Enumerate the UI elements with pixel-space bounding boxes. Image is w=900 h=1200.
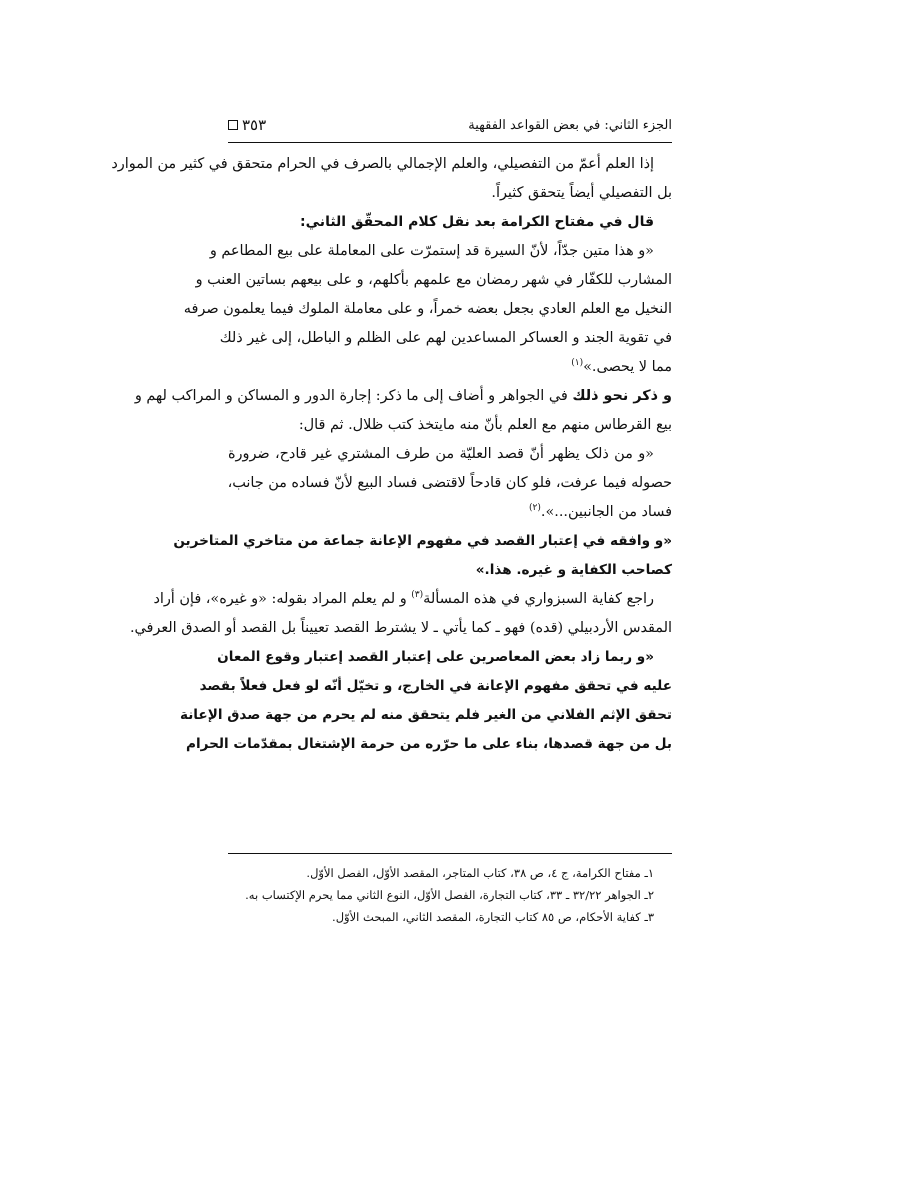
section-heading: قال في مفتاح الكرامة بعد نقل كلام المحقّق الثاني: <box>300 214 654 230</box>
quote-line: «و من ذلک يظهر أنّ قصد العليّة من طرف المشتري غير قادح، ضرورة <box>228 446 654 462</box>
text-span: راجع كفاية السبزواري في هذه المسألة <box>423 591 654 607</box>
header-page-number <box>228 116 266 134</box>
quote-line: حصوله فيما عرفت، فلو كان قادحاً لاقتضى فساد البيع لأنّ فساده من جانب، <box>227 475 672 491</box>
bold-quote-line: تحقق الإثم الفلاني من الغير فلم يتحقق منه لم يحرم من جهة صدق الإعانة <box>179 707 672 723</box>
quote-end-text: فساد من الجانبين...». <box>540 504 672 520</box>
page-number: ٣٥٣ <box>242 116 267 134</box>
header-title: الجزء الثاني: في بعض القواعد الفقهية <box>468 118 672 133</box>
bold-quote-line: عليه في تحقق مفهوم الإعانة في الخارج، و تخيّل أنّه لو فعل فعلاً بقصد <box>199 678 672 694</box>
quote-line: في تقوية الجند و العساكر المساعدين لهم على الظلم و الباطل، إلى غير ذلك <box>219 330 672 346</box>
quote-line <box>228 498 672 527</box>
bold-quote-line: كصاحب الكفاية و غيره. هذا.» <box>475 562 672 578</box>
footnote-ref: (٢) <box>529 503 541 514</box>
header-rule <box>228 142 672 143</box>
text-span: و لم يعلم المراد بقوله: «و غيره»، فإن أراد <box>153 591 412 607</box>
text-span: في الجواهر و أضاف إلى ما ذكر: إجارة الدور و المساكن و المراكب لهم و <box>134 388 568 404</box>
bold-quote-line: «و ربما زاد بعض المعاصرين على إعتبار القصد إعتبار وقوع المعان <box>217 649 654 665</box>
bold-quote-line: بل من جهة قصدها، بناء على ما حرّره من حرمة الإشتغال بمقدّمات الحرام <box>186 736 672 752</box>
text-line <box>153 585 672 614</box>
running-header <box>228 114 672 144</box>
quote-end-text: مما لا يحصى.» <box>583 359 672 375</box>
text-line: المقدس الأردبيلي (قده) فهو ـ كما يأتي ـ لا يشترط القصد تعييناً بل القصد أو الصدق العرفي. <box>129 620 672 636</box>
footnote-ref: (٣) <box>411 590 424 601</box>
square-ornament-icon <box>228 120 238 130</box>
footnote: ١ـ مفتاح الكرامة، ج ٤، ص ٣٨، كتاب المتاجر، المقصد الأوّل، الفصل الأوّل. <box>306 866 654 880</box>
quote-line <box>228 353 672 382</box>
footnote: ٢ـ الجواهر ٣٢/٢٢ ـ ٣٣، كتاب التجارة، الفصل الأوّل، النوع الثاني مما يحرم الإكتساب به. <box>245 888 654 902</box>
main-text <box>111 150 672 759</box>
quote-line: المشارب للكفّار في شهر رمضان مع علمهم بأكلهم، و على بيعهم بساتين العنب و <box>195 272 672 288</box>
footnote: ٣ـ كفاية الأحكام، ص ٨٥ كتاب التجارة، المقصد الثاني، المبحث الأوّل. <box>332 910 654 924</box>
footnotes <box>228 862 672 928</box>
quote-line: النخيل مع العلم العادي بجعل بعضه خمراً، و على معاملة الملوك فيما يعلمون صرفه <box>183 301 672 317</box>
text-line: بيع القرطاس منهم مع العلم بأنّ منه مايتخذ كتب ظلال. ثم قال: <box>298 417 672 433</box>
footnote-rule <box>228 853 672 854</box>
text-line: بل التفصيلي أيضاً يتحقق كثيراً. <box>491 185 672 201</box>
bold-quote-line: «و وافقه في إعتبار القصد في مفهوم الإعانة جماعة من متاخري المتاخرين <box>173 533 672 549</box>
quote-line: «و هذا متين جدّاً، لأنّ السيرة قد إستمرّت على المعاملة على بيع المطاعم و <box>209 243 654 259</box>
footnote-ref: (١) <box>571 358 584 369</box>
text-line: إذا العلم أعمّ من التفصيلي، والعلم الإجمالي بالصرف في الحرام متحقق في كثير من الموارد <box>111 156 654 172</box>
text-line <box>134 382 672 411</box>
bold-phrase: و ذكر نحو ذلك <box>572 388 672 404</box>
